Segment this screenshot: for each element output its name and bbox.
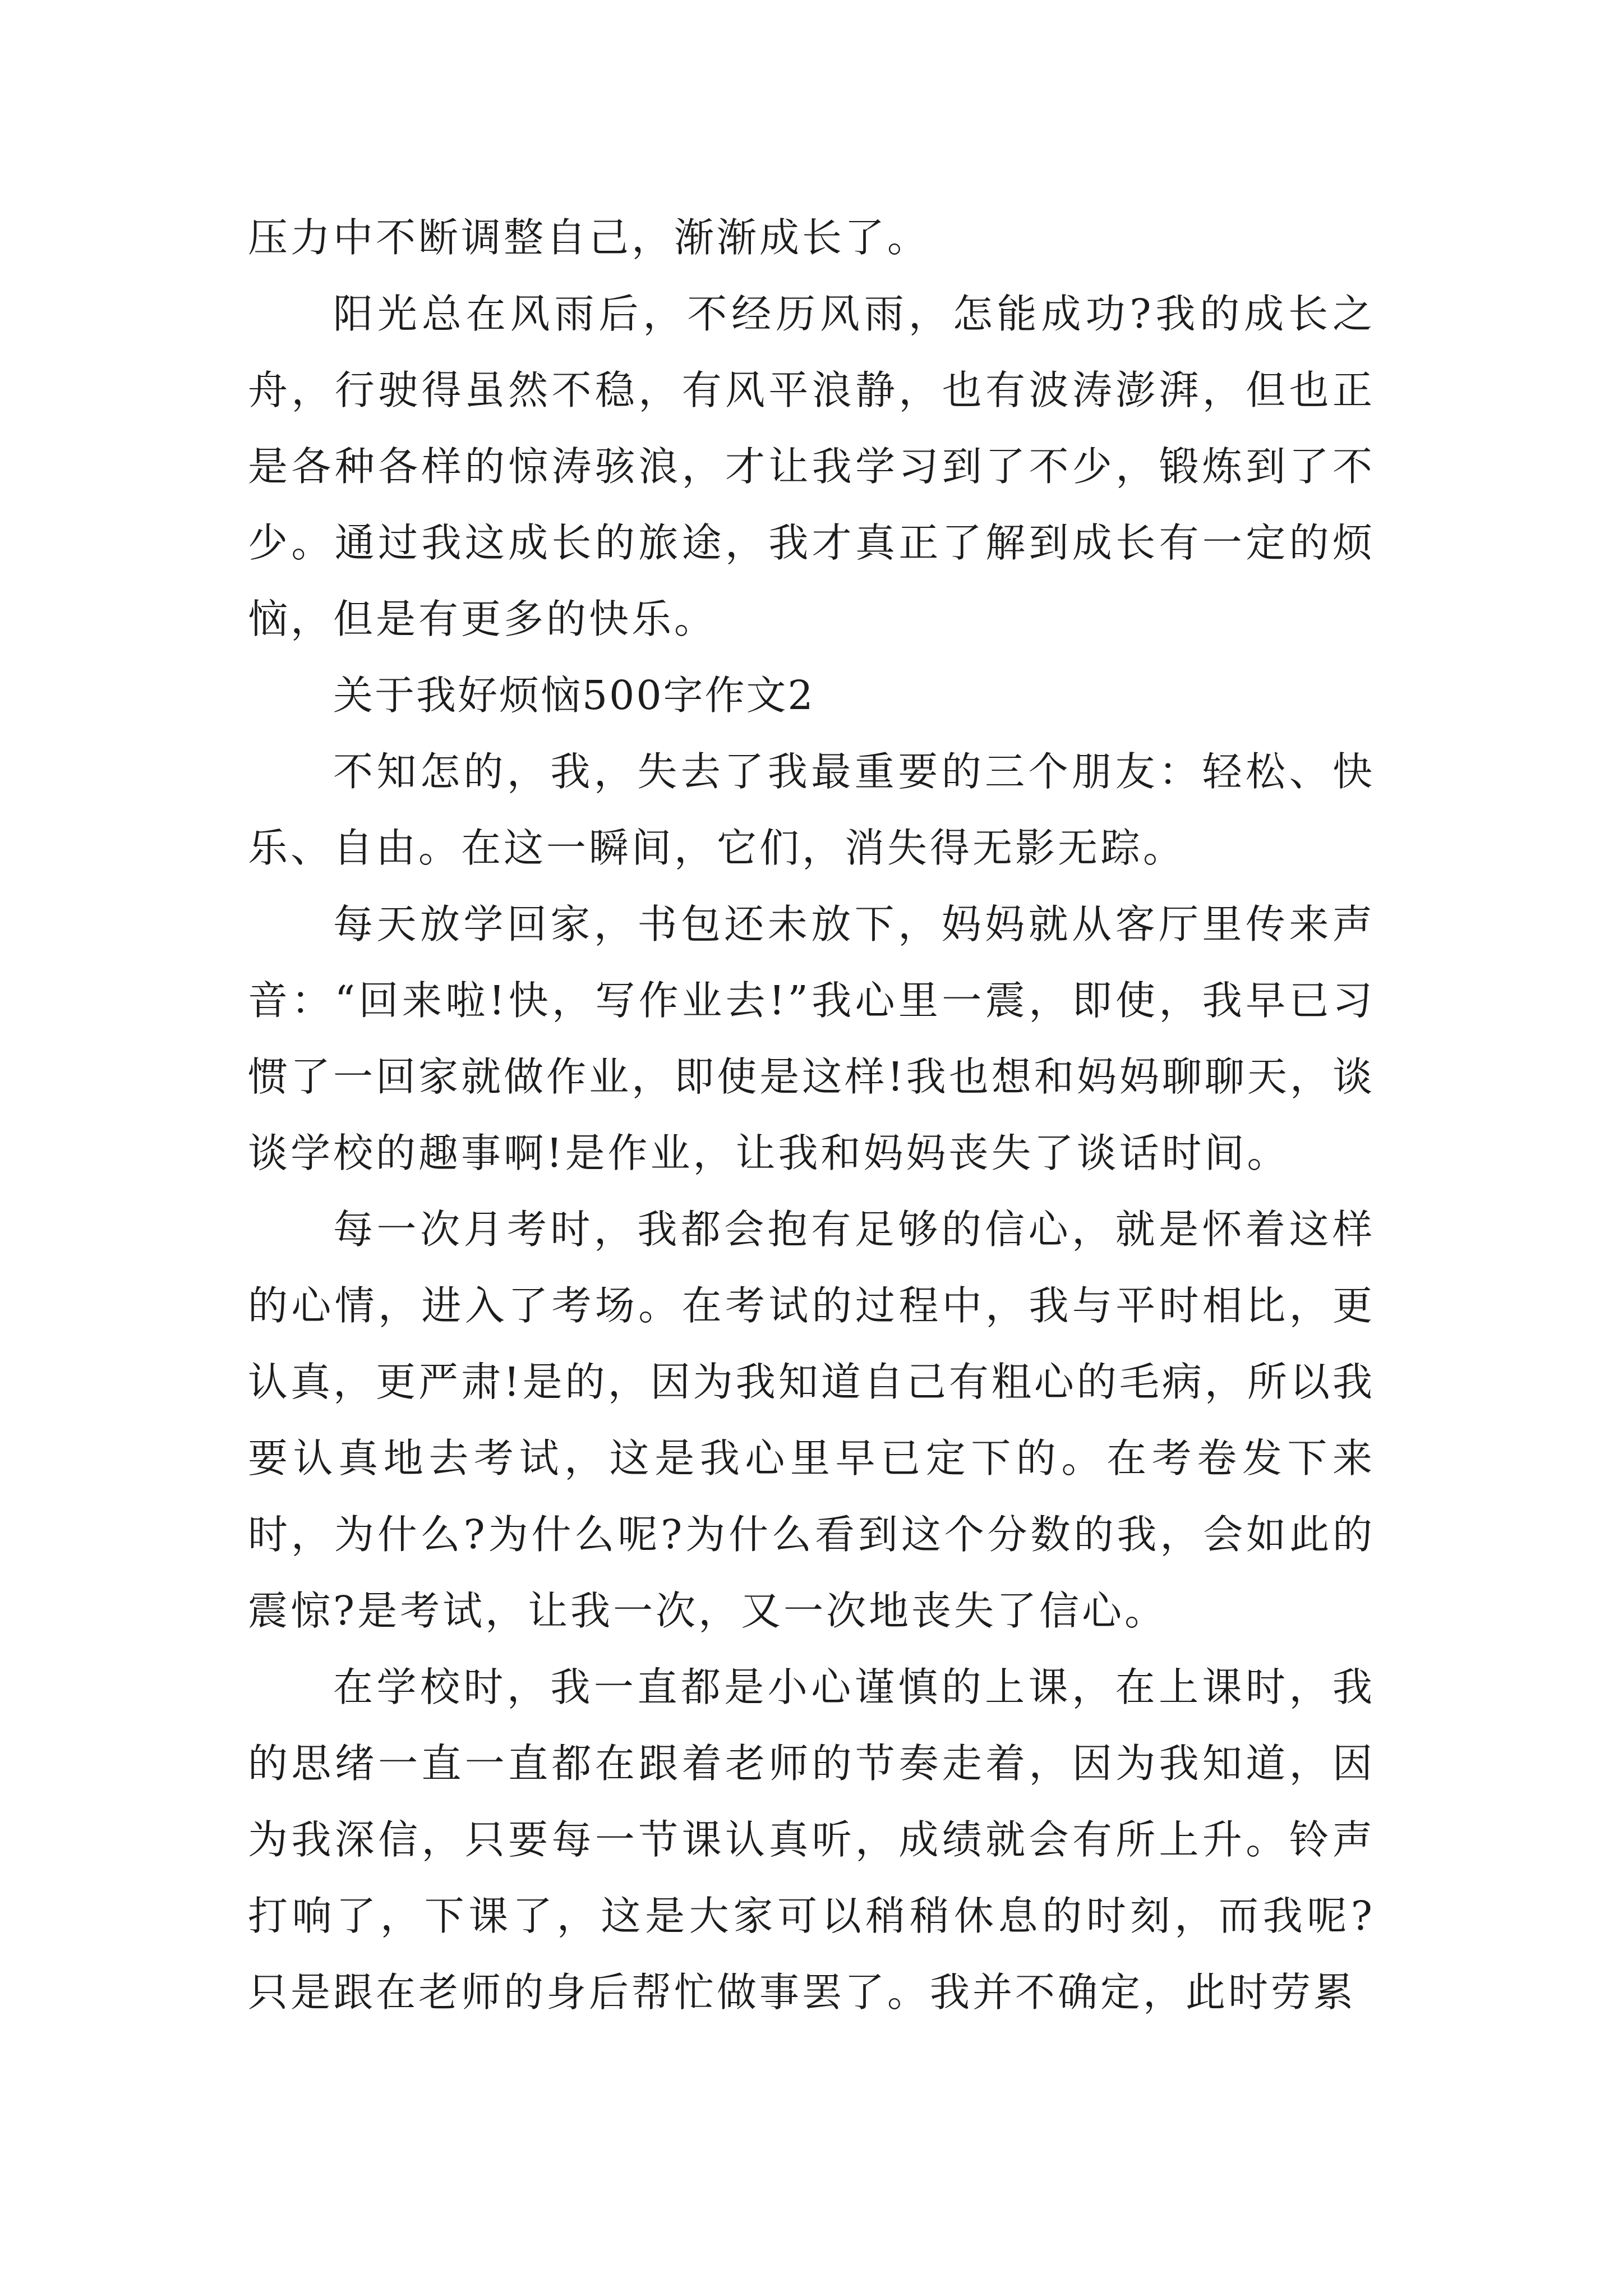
document-body	[248, 200, 1375, 2031]
paragraph: 每天放学回家，书包还未放下，妈妈就从客厅里传来声音：“回来啦!快，写作业去!”我心里一震，即使，我早已习惯了一回家就做作业，即使是这样!我也想和妈妈聊聊天，谈谈学校的趣事啊!是作业，让我和妈妈丧失了谈话时间。	[248, 901, 1375, 1176]
essay-heading: 关于我好烦恼500字作文2	[333, 672, 815, 719]
paragraph: 在学校时，我一直都是小心谨慎的上课，在上课时，我的思绪一直一直都在跟着老师的节奏走着，因为我知道，因为我深信，只要每一节课认真听，成绩就会有所上升。铃声打响了，下课了，这是大家可以稍稍休息的时刻，而我呢?只是跟在老师的身后帮忙做事罢了。我并不确定，此时劳累	[248, 1664, 1375, 2016]
paragraph: 每一次月考时，我都会抱有足够的信心，就是怀着这样的心情，进入了考场。在考试的过程中，我与平时相比，更认真，更严肃!是的，因为我知道自己有粗心的毛病，所以我要认真地去考试，这是我心里早已定下的。在考卷发下来时，为什么?为什么呢?为什么看到这个分数的我，会如此的震惊?是考试，让我一次，又一次地丧失了信心。	[248, 1206, 1375, 1634]
paragraph: 阳光总在风雨后，不经历风雨，怎能成功?我的成长之舟，行驶得虽然不稳，有风平浪静，也有波涛澎湃，但也正是各种各样的惊涛骇浪，才让我学习到了不少，锻炼到了不少。通过我这成长的旅途，我才真正了解到成长有一定的烦恼，但是有更多的快乐。	[248, 291, 1375, 642]
paragraph: 不知怎的，我，失去了我最重要的三个朋友：轻松、快乐、自由。在这一瞬间，它们，消失得无影无踪。	[248, 748, 1375, 871]
paragraph-continuation: 压力中不断调整自己，渐渐成长了。	[248, 214, 930, 261]
